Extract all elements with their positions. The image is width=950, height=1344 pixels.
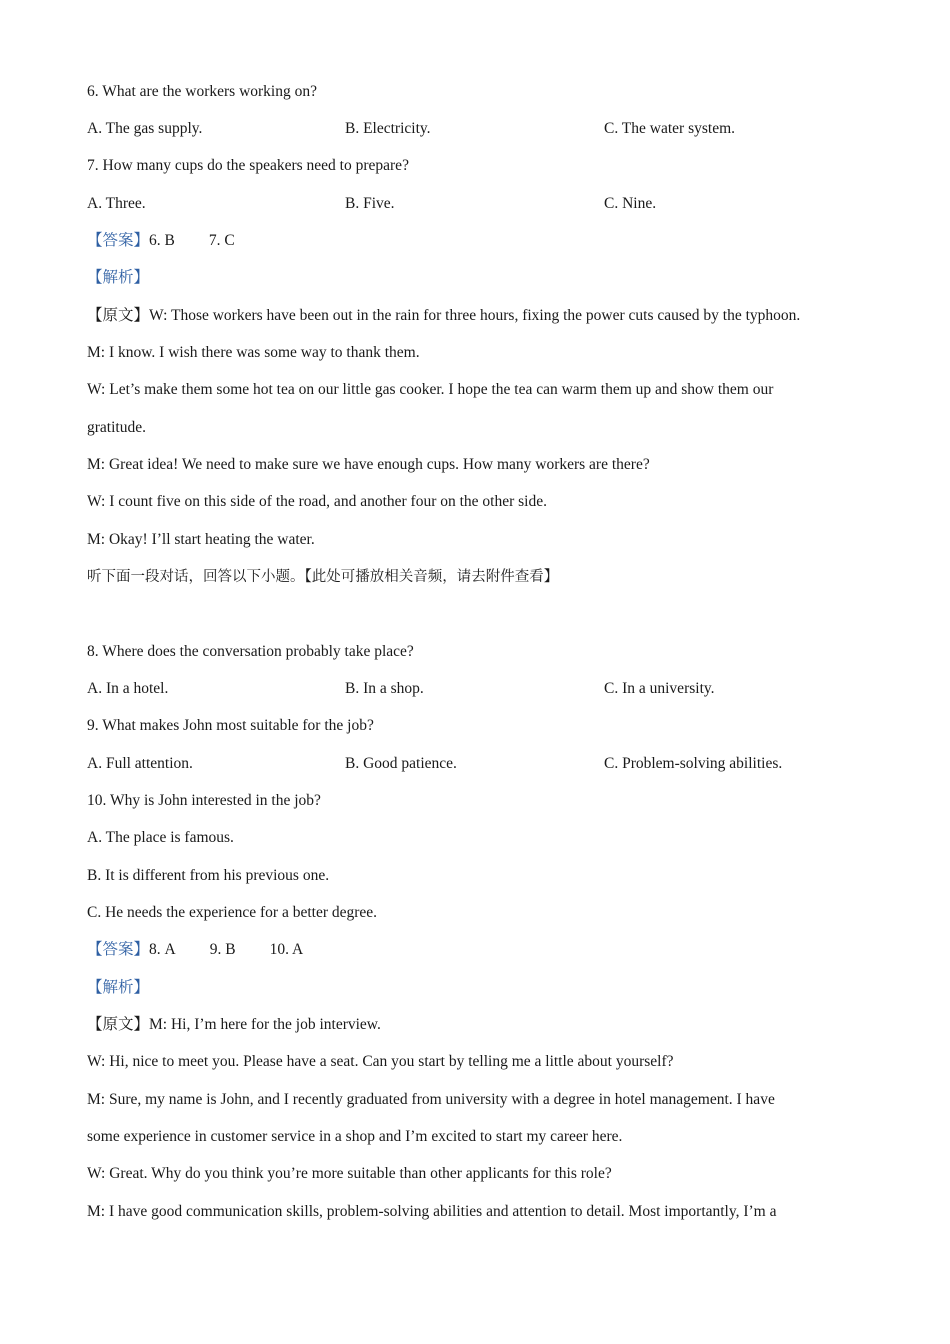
transcript-text: M: Hi, I’m here for the job interview. (149, 1016, 381, 1033)
transcript-tag: 【原文】 (87, 1016, 150, 1033)
answer-line-2 (87, 940, 303, 960)
answer-item: 10. A (269, 941, 304, 958)
option-a: A. The place is famous. (87, 829, 234, 846)
transcript-line: M: I have good communication skills, problem-solving abilities and attention to detail. Most importantly, I’m a (87, 1203, 777, 1220)
question-10: 10. Why is John interested in the job? (87, 792, 321, 809)
answer-item: 8. A (149, 941, 176, 958)
option-b: B. Five. (345, 195, 395, 212)
transcript-text: W: Those workers have been out in the rain for three hours, fixing the power cuts caused by the typhoon. (149, 307, 801, 324)
option-c: C. In a university. (604, 680, 715, 697)
option-a: A. Three. (87, 195, 146, 212)
option-c: C. Problem-solving abilities. (604, 755, 783, 772)
option-a: A. In a hotel. (87, 680, 169, 697)
transcript-line (87, 306, 800, 326)
answer-tag: 【答案】 (87, 941, 150, 958)
answer-item: 6. B (149, 232, 175, 249)
option-b: B. It is different from his previous one. (87, 867, 330, 884)
option-a: A. The gas supply. (87, 120, 203, 137)
question-9: 9. What makes John most suitable for the job? (87, 717, 374, 734)
question-6-options (87, 119, 867, 139)
listening-instruction: 听下面一段对话，回答以下小题。【此处可播放相关音频，请去附件查看】 (87, 569, 559, 585)
analysis-tag-1: 【解析】 (87, 269, 150, 286)
transcript-line: W: Hi, nice to meet you. Please have a seat. Can you start by telling me a little about yourself? (87, 1053, 674, 1070)
transcript-line: M: Sure, my name is John, and I recently graduated from university with a degree in hotel management. I have (87, 1091, 775, 1108)
option-a: A. Full attention. (87, 755, 193, 772)
transcript-line: M: Okay! I’ll start heating the water. (87, 531, 315, 548)
question-7: 7. How many cups do the speakers need to prepare? (87, 157, 409, 174)
answer-line-1 (87, 231, 235, 251)
transcript-line: W: I count five on this side of the road, and another four on the other side. (87, 493, 547, 510)
question-8-options (87, 679, 867, 699)
option-c: C. Nine. (604, 195, 657, 212)
question-7-options (87, 194, 867, 214)
question-9-options (87, 754, 867, 774)
transcript-line: gratitude. (87, 419, 146, 436)
option-b: B. Good patience. (345, 755, 457, 772)
transcript-line: M: I know. I wish there was some way to thank them. (87, 344, 420, 361)
question-8: 8. Where does the conversation probably take place? (87, 643, 414, 660)
transcript-tag: 【原文】 (87, 307, 150, 324)
option-c: C. The water system. (604, 120, 736, 137)
transcript-line: W: Let’s make them some hot tea on our little gas cooker. I hope the tea can warm them up and show them our (87, 381, 774, 398)
option-b: B. Electricity. (345, 120, 431, 137)
option-b: B. In a shop. (345, 680, 424, 697)
transcript-line: W: Great. Why do you think you’re more suitable than other applicants for this role? (87, 1165, 612, 1182)
option-c: C. He needs the experience for a better degree. (87, 904, 378, 921)
transcript-line (87, 1015, 381, 1035)
question-6: 6. What are the workers working on? (87, 83, 317, 100)
answer-item: 7. C (208, 232, 235, 249)
transcript-line: some experience in customer service in a shop and I’m excited to start my career here. (87, 1128, 623, 1145)
analysis-tag-2: 【解析】 (87, 979, 150, 996)
answer-item: 9. B (209, 941, 236, 958)
transcript-line: M: Great idea! We need to make sure we have enough cups. How many workers are there? (87, 456, 650, 473)
answer-tag: 【答案】 (87, 232, 150, 249)
